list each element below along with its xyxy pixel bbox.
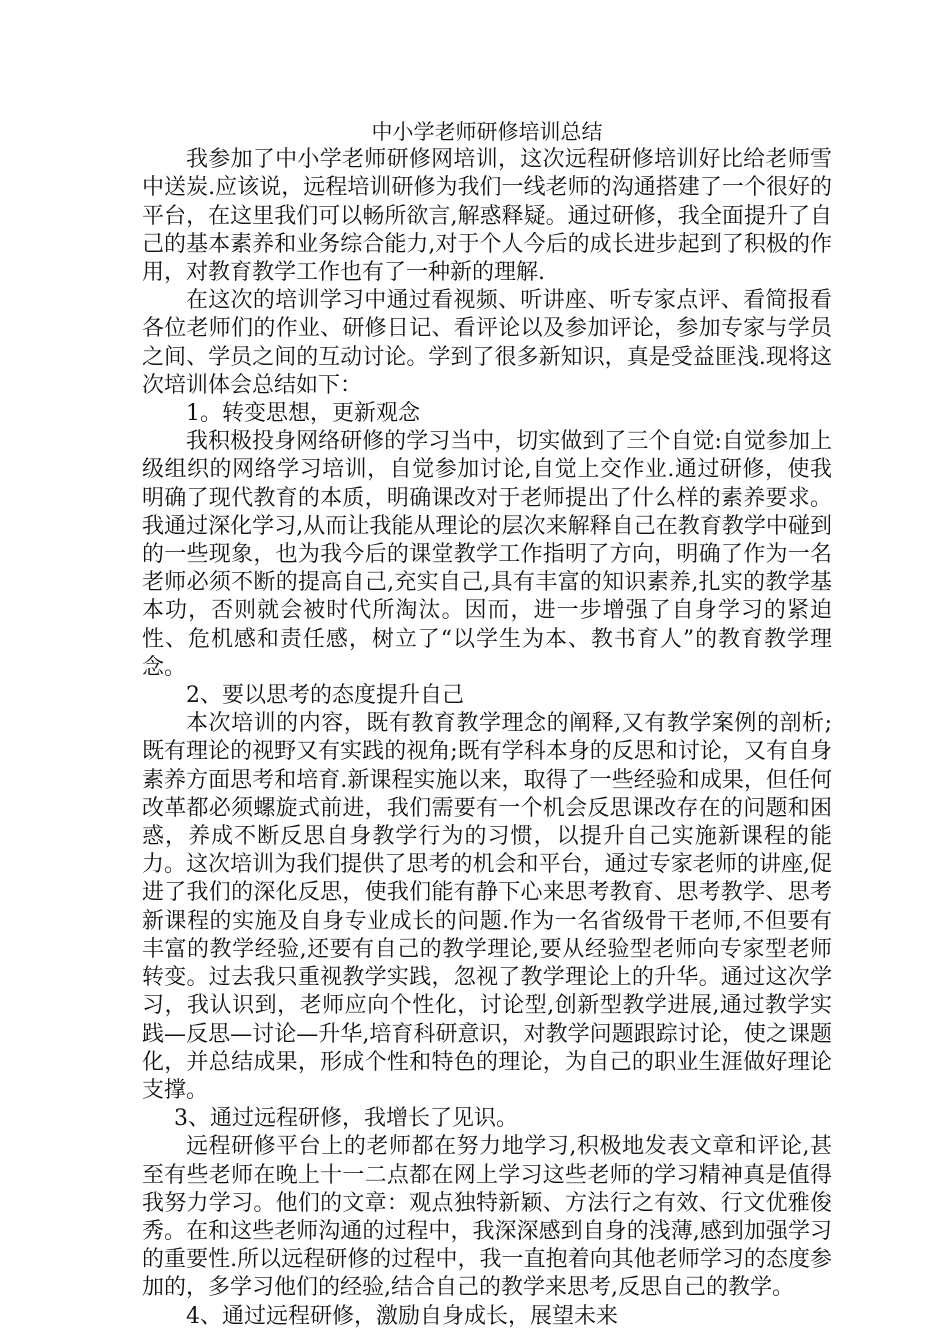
document-title: 中小学老师研修培训总结 [371,120,603,144]
section-3-heading: 3、通过远程研修，我增长了见识。 [174,1106,518,1132]
intro-paragraph-2: 在这次的培训学习中通过看视频、听讲座、听专家点评、看简报看各位老师们的作业、研修日记、看评论以及参加评论，参加专家与学员之间、学员之间的互动讨论。学到了很多新知识，真是受益匪浅.现将这次培训体会总结如下： [142,288,832,398]
section-2-body: 本次培训的内容，既有教育教学理念的阐释,又有教学案例的剖析;既有理论的视野又有实践的视角;既有学科本身的反思和讨论，又有自身素养方面思考和培育.新课程实施以来，取得了一些经验和成果，但任何改革都必须螺旋式前进，我们需要有一个机会反思课改存在的问题和困惑，养成不断反思自身教学行为的习惯，以提升自己实施新课程的能力。这次培训为我们提供了思考的机会和平台，通过专家老师的讲座,促进了我们的深化反思，使我们能有静下心来思考教育、思考教学、思考新课程的实施及自身专业成长的问题.作为一名省级骨干老师,不但要有丰富的教学经验,还要有自己的教学理论,要从经验型老师向专家型老师转变。过去我只重视教学实践，忽视了教学理论上的升华。通过这次学习，我认识到，老师应向个性化，讨论型,创新型教学进展,通过教学实践—反思—讨论—升华,培育科研意识，对教学问题跟踪讨论，使之课题化，并总结成果，形成个性和特色的理论，为自己的职业生涯做好理论支撑。 [142,711,832,1103]
section-3-body: 远程研修平台上的老师都在努力地学习,积极地发表文章和评论,甚至有些老师在晚上十一二点都在网上学习这些老师的学习精神真是值得我努力学习。他们的文章：观点独特新颖、方法行之有效、行文优雅俊秀。在和这些老师沟通的过程中，我深深感到自身的浅薄,感到加强学习的重要性.所以远程研修的过程中，我一直抱着向其他老师学习的态度参加的，多学习他们的经验,结合自己的教学来思考,反思自己的教学。 [142,1134,832,1301]
section-4-heading: 4、通过远程研修，激励自身成长，展望未来 [186,1303,618,1329]
section-1-heading: 1。转变思想，更新观念 [186,401,420,427]
intro-paragraph-1: 我参加了中小学老师研修网培训，这次远程研修培训好比给老师雪中送炭.应该说，远程培训研修为我们一线老师的沟通搭建了一个很好的平台，在这里我们可以畅所欲言,解惑释疑。通过研修，我全面提升了自己的基本素养和业务综合能力,对于个人今后的成长进步起到了积极的作用，对教育教学工作也有了一种新的理解. [142,147,832,286]
section-2-heading: 2、要以思考的态度提升自己 [186,683,464,709]
section-1-body: 我积极投身网络研修的学习当中，切实做到了三个自觉:自觉参加上级组织的网络学习培训，自觉参加讨论,自觉上交作业.通过研修，使我明确了现代教育的本质，明确课改对于老师提出了什么样的素养要求。我通过深化学习,从而让我能从理论的层次来解释自己在教育教学中碰到的一些现象，也为我今后的课堂教学工作指明了方向，明确了作为一名老师必须不断的提高自己,充实自己,具有丰富的知识素养,扎实的教学基本功，否则就会被时代所淘汰。因而，进一步增强了自身学习的紧迫性、危机感和责任感，树立了“以学生为本、教书育人”的教育教学理念。 [142,429,832,680]
document-page [142,118,832,1331]
